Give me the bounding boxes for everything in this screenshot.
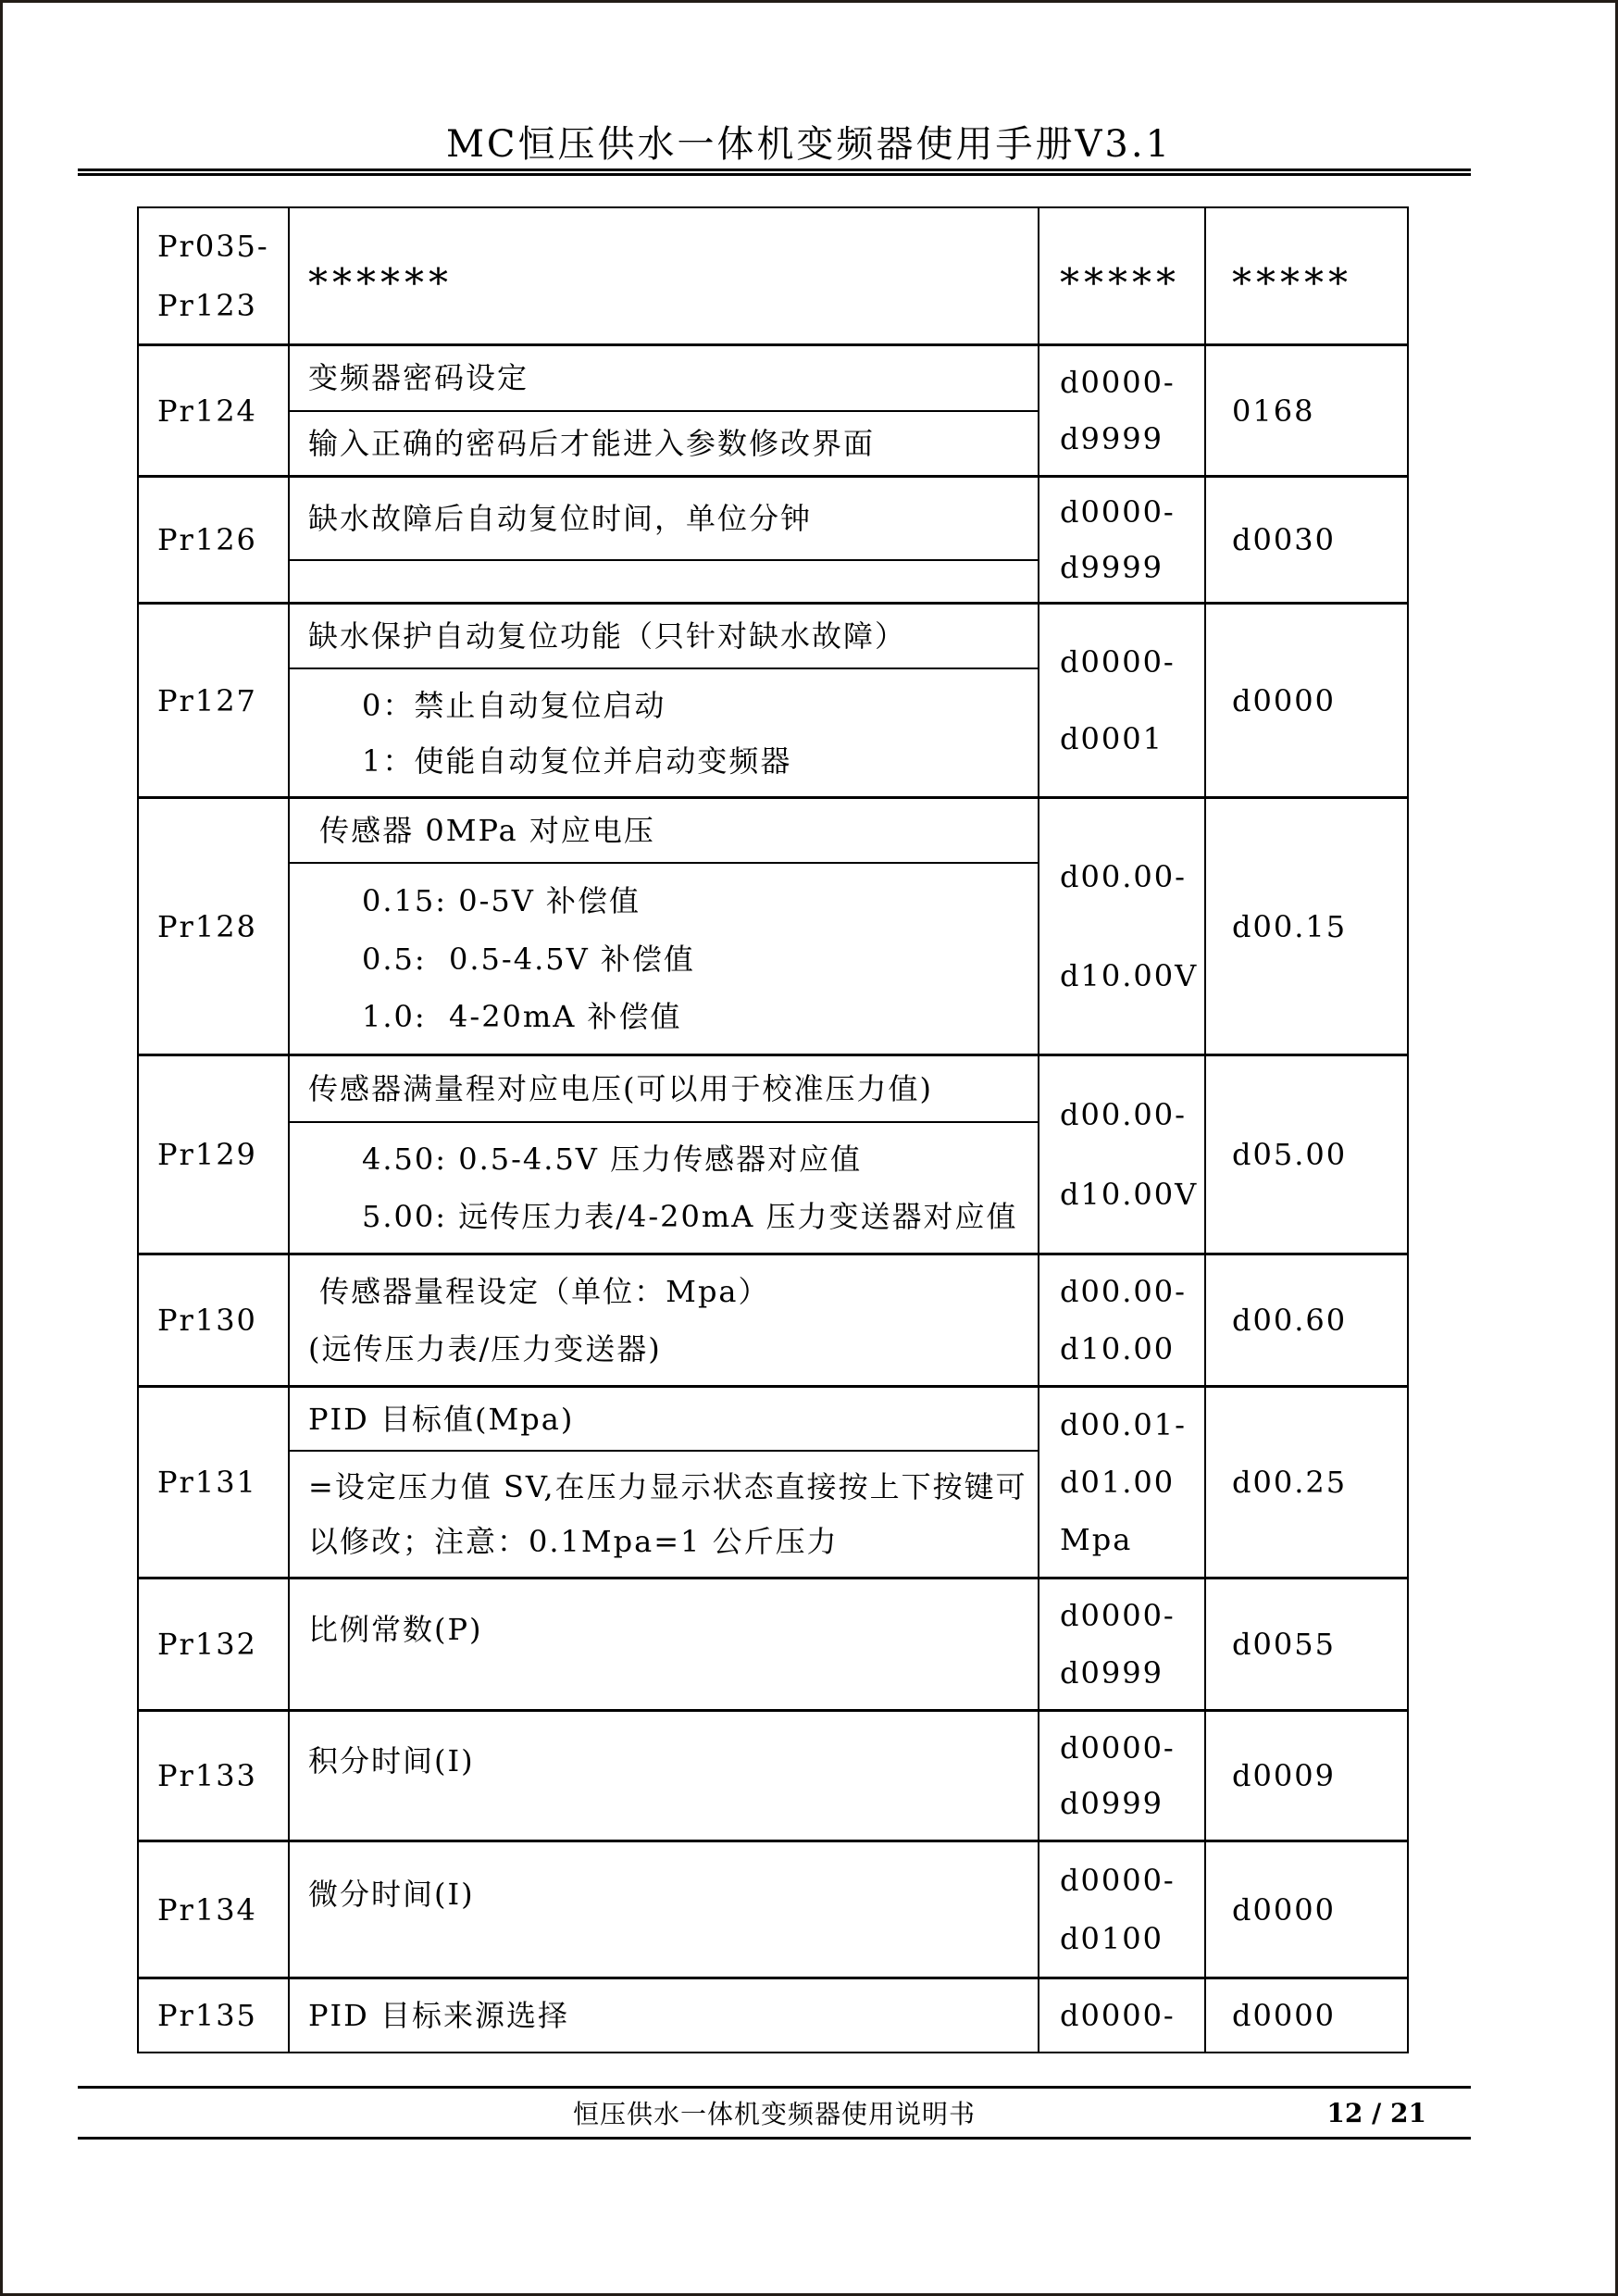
- range-cell: [1039, 1388, 1206, 1577]
- table-row: [139, 475, 1407, 602]
- desc-cell: [290, 1056, 1039, 1253]
- default-cell: [1206, 1979, 1407, 2052]
- desc-block: [290, 1712, 1038, 1840]
- param-cell: [139, 799, 290, 1054]
- param-label: Pr127: [157, 682, 257, 718]
- param-label: Pr130: [157, 1303, 257, 1338]
- desc-block: [290, 1450, 1038, 1577]
- param-label: Pr131: [157, 1465, 257, 1500]
- desc-line: 0.5: 0.5-4.5V 补偿值: [362, 941, 695, 977]
- desc-line: 0.15: 0-5V 补偿值: [362, 883, 641, 919]
- range-cell: [1039, 1255, 1206, 1385]
- desc-cell: [290, 346, 1039, 475]
- table-row: [139, 1385, 1407, 1577]
- range-line: d0999: [1060, 1786, 1164, 1822]
- param-cell: [139, 1056, 290, 1253]
- footer: [78, 2086, 1471, 2140]
- param-cell: [139, 346, 290, 475]
- param-label: Pr128: [157, 908, 257, 944]
- desc-block: [290, 1842, 1038, 1977]
- default-value: d0055: [1232, 1627, 1336, 1662]
- table-row: [139, 343, 1407, 475]
- desc-line: 4.50: 0.5-4.5V 压力传感器对应值: [362, 1142, 863, 1178]
- table-row: [139, 1577, 1407, 1709]
- desc-line: 1：使能自动复位并启动变频器: [362, 742, 792, 779]
- param-cell: [139, 1255, 290, 1385]
- param-cell: [139, 1979, 290, 2052]
- desc-block: [290, 559, 1038, 602]
- desc-block: [290, 862, 1038, 1054]
- desc-cell: [290, 1712, 1039, 1840]
- range-line: d0000-: [1060, 365, 1176, 400]
- page-title: MC恒压供水一体机变频器使用手册V3.1: [445, 123, 1173, 166]
- desc-line: 积分时间(I): [308, 1743, 475, 1779]
- desc-block: [290, 668, 1038, 796]
- desc-line: (远传压力表/压力变送器): [308, 1330, 662, 1366]
- desc-line: PID 目标值(Mpa): [308, 1401, 575, 1437]
- range-line: d00.00-: [1060, 859, 1187, 895]
- desc-line: ******: [308, 260, 453, 306]
- range-cell: [1039, 346, 1206, 475]
- desc-block: [290, 1121, 1038, 1253]
- default-cell: [1206, 1712, 1407, 1840]
- param-cell: [139, 1388, 290, 1577]
- desc-cell: [290, 1255, 1039, 1385]
- range-line: d00.01-: [1060, 1407, 1187, 1442]
- range-cell: [1039, 799, 1206, 1054]
- desc-line: 以修改；注意：0.1Mpa=1 公斤压力: [308, 1524, 839, 1560]
- desc-block: [290, 410, 1038, 476]
- param-cell: [139, 1579, 290, 1709]
- range-line: d00.00-: [1060, 1097, 1187, 1133]
- range-line: d10.00V: [1060, 957, 1199, 993]
- param-cell: [139, 1842, 290, 1977]
- desc-block: [290, 1979, 1038, 2052]
- default-cell: [1206, 1255, 1407, 1385]
- range-line: d01.00: [1060, 1465, 1176, 1500]
- table-row: [139, 1709, 1407, 1840]
- range-line: d0999: [1060, 1654, 1164, 1691]
- param-label: Pr126: [157, 522, 257, 557]
- default-cell: [1206, 1388, 1407, 1577]
- param-label: Pr123: [157, 287, 257, 323]
- desc-cell: [290, 1842, 1039, 1977]
- param-label: Pr134: [157, 1891, 257, 1928]
- range-cell: [1039, 605, 1206, 796]
- desc-cell: [290, 799, 1039, 1054]
- default-value: d05.00: [1232, 1137, 1348, 1172]
- desc-block: [290, 1579, 1038, 1709]
- default-cell: [1206, 1579, 1407, 1709]
- param-label: Pr124: [157, 393, 257, 429]
- table-row: [139, 1977, 1407, 2052]
- desc-block: [290, 1255, 1038, 1385]
- param-cell: [139, 605, 290, 796]
- default-cell: [1206, 1056, 1407, 1253]
- range-line: d00.00-: [1060, 1274, 1187, 1310]
- range-cell: [1039, 1056, 1206, 1253]
- param-table: [137, 206, 1409, 2053]
- range-line: d10.00V: [1060, 1176, 1199, 1212]
- desc-line: 变频器密码设定: [308, 360, 529, 396]
- desc-block: [290, 1388, 1038, 1450]
- default-cell: [1206, 346, 1407, 475]
- range-line: d9999: [1060, 549, 1164, 585]
- default-cell: [1206, 208, 1407, 343]
- desc-line: 0：禁止自动复位启动: [362, 687, 666, 723]
- desc-line: 1.0: 4-20mA 补偿值: [362, 998, 682, 1034]
- range-cell: [1039, 478, 1206, 602]
- desc-line: =设定压力值 SV,在压力显示状态直接按上下按键可: [308, 1468, 1027, 1504]
- desc-cell: [290, 478, 1039, 602]
- desc-cell: [290, 1388, 1039, 1577]
- table-row: [139, 1253, 1407, 1385]
- desc-line: 传感器 0MPa 对应电压: [308, 813, 655, 849]
- table-row: [139, 602, 1407, 796]
- param-label: Pr129: [157, 1137, 257, 1172]
- desc-cell: [290, 1579, 1039, 1709]
- range-line: d10.00: [1060, 1330, 1176, 1366]
- range-line: d0000-: [1060, 1998, 1176, 2033]
- table-row: [139, 1054, 1407, 1253]
- table-row: [139, 1840, 1407, 1977]
- default-cell: [1206, 1842, 1407, 1977]
- default-cell: [1206, 605, 1407, 796]
- range-line: d0100: [1060, 1921, 1164, 1956]
- header-rule: [78, 168, 1471, 176]
- param-label: Pr133: [157, 1758, 257, 1793]
- desc-line: 传感器量程设定（单位：Mpa）: [308, 1274, 770, 1310]
- desc-line: 5.00: 远传压力表/4-20mA 压力变送器对应值: [362, 1198, 1018, 1234]
- default-value: d00.15: [1232, 908, 1348, 944]
- param-cell: [139, 1712, 290, 1840]
- range-line: *****: [1060, 260, 1180, 306]
- desc-line: 缺水保护自动复位功能（只针对缺水故障）: [308, 618, 907, 655]
- desc-cell: [290, 605, 1039, 796]
- desc-line: 输入正确的密码后才能进入参数修改界面: [308, 425, 876, 461]
- table-row: [139, 208, 1407, 343]
- default-value: d00.25: [1232, 1465, 1348, 1500]
- range-line: d9999: [1060, 421, 1164, 456]
- desc-block: [290, 478, 1038, 559]
- default-value: *****: [1232, 260, 1352, 306]
- range-line: Mpa: [1060, 1522, 1133, 1557]
- default-value: d0000: [1232, 1998, 1336, 2033]
- param-label: Pr035-: [157, 229, 269, 265]
- param-label: Pr135: [157, 1998, 257, 2033]
- desc-line: PID 目标来源选择: [308, 1998, 570, 2033]
- desc-block: [290, 1056, 1038, 1121]
- default-value: d0030: [1232, 522, 1336, 557]
- range-cell: [1039, 1979, 1206, 2052]
- default-value: d0000: [1232, 1891, 1336, 1928]
- desc-line: 缺水故障后自动复位时间，单位分钟: [308, 501, 813, 536]
- desc-block: [290, 605, 1038, 668]
- param-cell: [139, 208, 290, 343]
- range-line: d0000-: [1060, 494, 1176, 530]
- range-line: d0001: [1060, 721, 1164, 757]
- desc-cell: [290, 1979, 1039, 2052]
- range-line: d0000-: [1060, 1729, 1176, 1766]
- default-value: d0009: [1232, 1758, 1336, 1793]
- range-cell: [1039, 1579, 1206, 1709]
- table-row: [139, 796, 1407, 1054]
- default-value: d00.60: [1232, 1303, 1348, 1338]
- desc-block: [290, 799, 1038, 862]
- default-value: 0168: [1232, 393, 1315, 429]
- default-cell: [1206, 478, 1407, 602]
- range-cell: [1039, 1842, 1206, 1977]
- footer-title: 恒压供水一体机变频器使用说明书: [572, 2099, 976, 2129]
- default-value: d0000: [1232, 682, 1336, 718]
- range-line: d0000-: [1060, 1863, 1176, 1898]
- param-label: Pr132: [157, 1627, 257, 1662]
- desc-line: 传感器满量程对应电压(可以用于校准压力值): [308, 1071, 933, 1106]
- range-line: d0000-: [1060, 1598, 1176, 1634]
- desc-cell: [290, 208, 1039, 343]
- desc-block: [290, 346, 1038, 410]
- range-cell: [1039, 1712, 1206, 1840]
- range-cell: [1039, 208, 1206, 343]
- page-number: 12 / 21: [1326, 2097, 1426, 2128]
- desc-line: 微分时间(I): [308, 1876, 475, 1912]
- desc-line: 比例常数(P): [308, 1612, 483, 1647]
- param-cell: [139, 478, 290, 602]
- default-cell: [1206, 799, 1407, 1054]
- desc-block: [290, 208, 1038, 343]
- range-line: d0000-: [1060, 643, 1176, 680]
